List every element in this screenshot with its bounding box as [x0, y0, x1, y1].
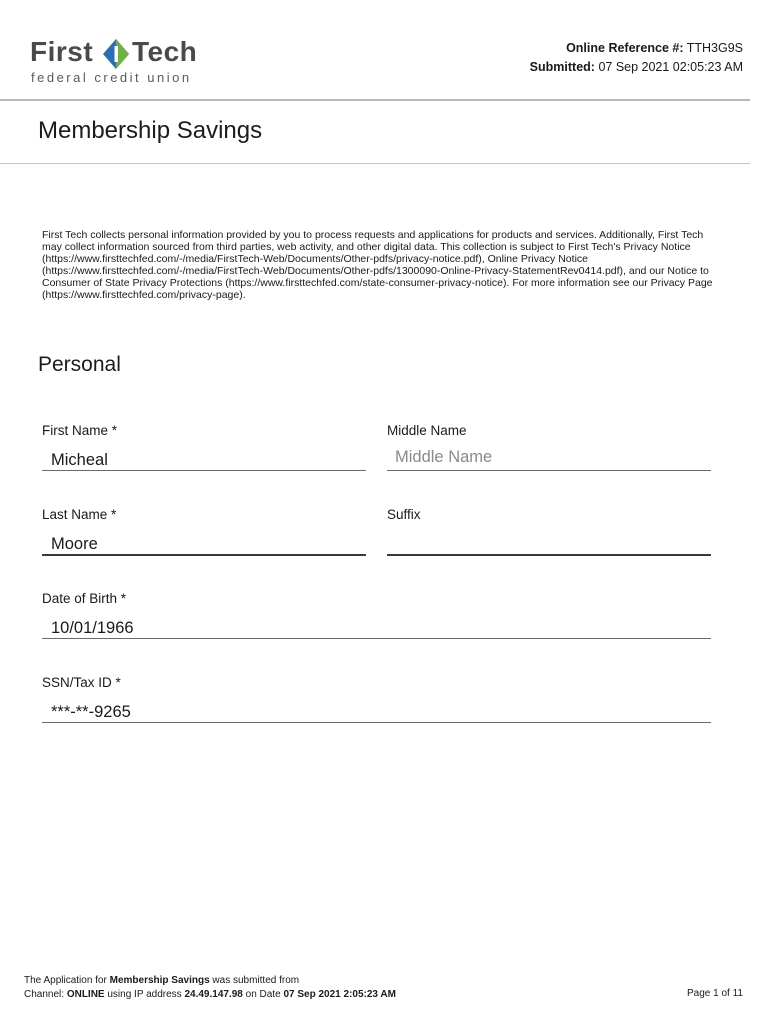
- reference-value: TTH3G9S: [686, 41, 743, 55]
- last-name-input[interactable]: Moore: [51, 535, 98, 553]
- first-name-input[interactable]: Micheal: [51, 451, 108, 469]
- section-title-personal: Personal: [38, 353, 121, 376]
- suffix-label: Suffix: [387, 507, 421, 522]
- reference-block: [530, 39, 743, 77]
- middle-name-input[interactable]: Middle Name: [395, 448, 493, 466]
- middle-name-underline: [387, 470, 711, 471]
- logo-tagline: federal credit union: [31, 70, 192, 85]
- first-tech-logo: [30, 36, 200, 88]
- dob-underline: [42, 638, 711, 639]
- logo-word-tech: Tech: [132, 36, 198, 67]
- footer-channel-label: Channel:: [24, 988, 65, 1000]
- footer-channel: ONLINE: [66, 988, 105, 1000]
- middle-name-label: Middle Name: [387, 423, 467, 438]
- logo-diamond-icon: [103, 39, 129, 69]
- privacy-notice: First Tech collects personal information provided by you to process requests and applications for products and services. Additionally, First Tech may collect information sourced from third parties, web activity, and other digital data. This collection is subject to First Tech's Privacy Notice (https://www.firsttechfed.com/-/media/FirstTech-Web/Documents/Other-pdfs/privacy-notice.pdf), Online Privacy Notice (https://www.firsttechfed.com/-/media/FirstTech-Web/Documents/Other-pdfs/1300090-Online-Privacy-StatementRev0414.pdf), and our Notice to Consumer of State Privacy Protections (https://www.firsttechfed.com/state-consumer-privacy-notice). For more information see our Privacy Page (https://www.firsttechfed.com/privacy-page).: [42, 229, 713, 302]
- footer-ip-label: using IP address: [107, 988, 182, 1000]
- footer-date: 07 Sep 2021 2:05:23 AM: [283, 988, 396, 1000]
- last-name-underline: [42, 554, 366, 556]
- footer-date-label: on Date: [245, 988, 281, 1000]
- reference-label: Online Reference #:: [566, 41, 684, 55]
- dob-label: Date of Birth *: [42, 591, 127, 606]
- last-name-label: Last Name *: [42, 507, 117, 522]
- logo-word-first: First: [30, 36, 94, 67]
- footer-submission-info: [24, 974, 396, 1001]
- first-name-underline: [42, 470, 366, 471]
- footer-prefix: The Application for: [24, 975, 107, 986]
- ssn-underline: [42, 722, 711, 723]
- footer-suffix: was submitted from: [212, 975, 300, 986]
- footer-ip: 24.49.147.98: [184, 988, 243, 1000]
- submitted-label: Submitted:: [529, 60, 595, 74]
- page-number: Page 1 of 11: [687, 988, 743, 999]
- footer-product: Membership Savings: [109, 975, 210, 986]
- ssn-input[interactable]: ***-**-9265: [51, 703, 131, 721]
- submitted-row: [530, 58, 743, 77]
- suffix-underline: [387, 554, 711, 556]
- first-name-label: First Name *: [42, 423, 118, 438]
- footer-line-2: [24, 988, 396, 1002]
- ssn-label: SSN/Tax ID *: [42, 675, 121, 690]
- footer-line-1: [24, 974, 396, 988]
- dob-input[interactable]: 10/01/1966: [51, 619, 134, 637]
- reference-number-row: [530, 39, 743, 58]
- submitted-value: 07 Sep 2021 02:05:23 AM: [598, 60, 743, 74]
- title-divider: [0, 163, 750, 164]
- header-divider: [0, 99, 750, 101]
- page-title: Membership Savings: [38, 117, 263, 144]
